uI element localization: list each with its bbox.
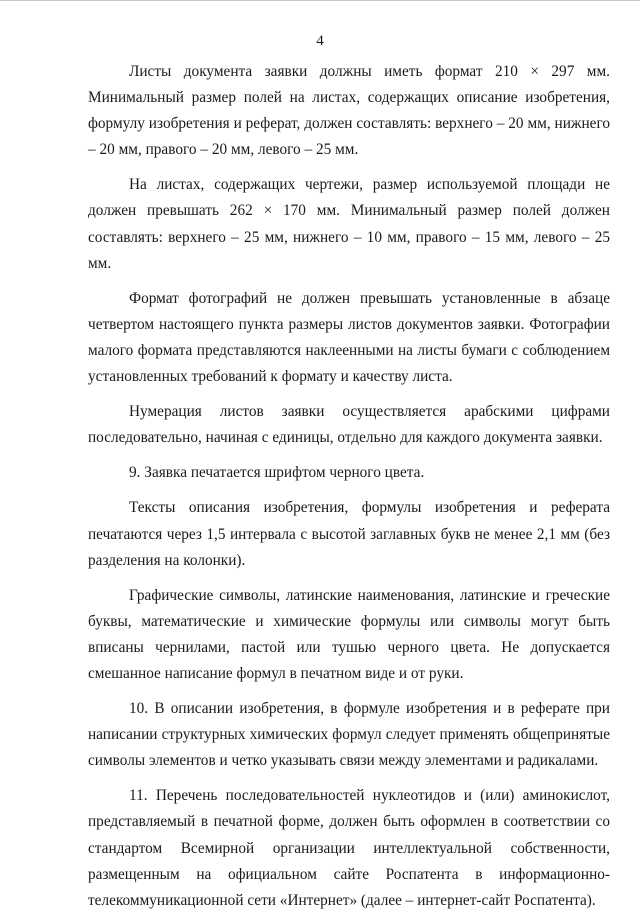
scan-top-edge (0, 0, 640, 1)
paragraph-item-10: 10. В описании изобретения, в формуле изобретения и в реферате при написании структурных химических формул следует применять общепринятые символы элементов и четко указывать связи между элементами и радикалами. (88, 700, 610, 770)
paragraph-item-9: 9. Заявка печатается шрифтом черного цвета. (129, 464, 425, 482)
paragraph-photo-format: Формат фотографий не должен превышать установленные в абзаце четвертом настоящего пункта размеры листов документов заявки. Фотографии малого формата представляются наклеенными на листы бумаги с соблюдением установленных требований к формату и качеству листа. (88, 289, 610, 386)
paragraph-sheet-format: Листы документа заявки должны иметь формат 210 × 297 мм. Минимальный размер полей на листах, содержащих описание изобретения, формулу изобретения и реферат, должен составлять: верхнего – 20 мм, нижнего – 20 мм, правого – 20 мм, левого – 25 мм. (88, 63, 610, 159)
paragraph-drawing-sheets: На листах, содержащих чертежи, размер используемой площади не должен превышать 262 × 170 мм. Минимальный размер полей должен составлять: верхнего – 25 мм, нижнего – 10 мм, правого – 15 мм, левого – 25 мм. (88, 176, 610, 272)
document-body (88, 59, 610, 914)
page-number: 4 (316, 33, 324, 49)
paragraph-sheet-numbering: Нумерация листов заявки осуществляется арабскими цифрами последовательно, начиная с единицы, отдельно для каждого документа заявки. (88, 403, 610, 447)
paragraph-item-11: 11. Перечень последовательностей нуклеотидов и (или) аминокислот, представляемый в печатной форме, должен быть оформлен в соответствии со стандартом Всемирной организации интеллектуальной собственности, размещенным на официальном сайте Роспатента в информационно-телекоммуникационной сети «Интернет» (далее – интернет-сайт Роспатента). (88, 787, 610, 909)
paragraph-graphic-symbols: Графические символы, латинские наименования, латинские и греческие буквы, математические и химические формулы или символы могут быть вписаны чернилами, пастой или тушью черного цвета. Не допускается смешанное написание формул в печатном виде и от руки. (88, 586, 610, 682)
paragraph-text-spacing: Тексты описания изобретения, формулы изобретения и реферата печатаются через 1,5 интервала с высотой заглавных букв не менее 2,1 мм (без разделения на колонки). (88, 499, 610, 569)
